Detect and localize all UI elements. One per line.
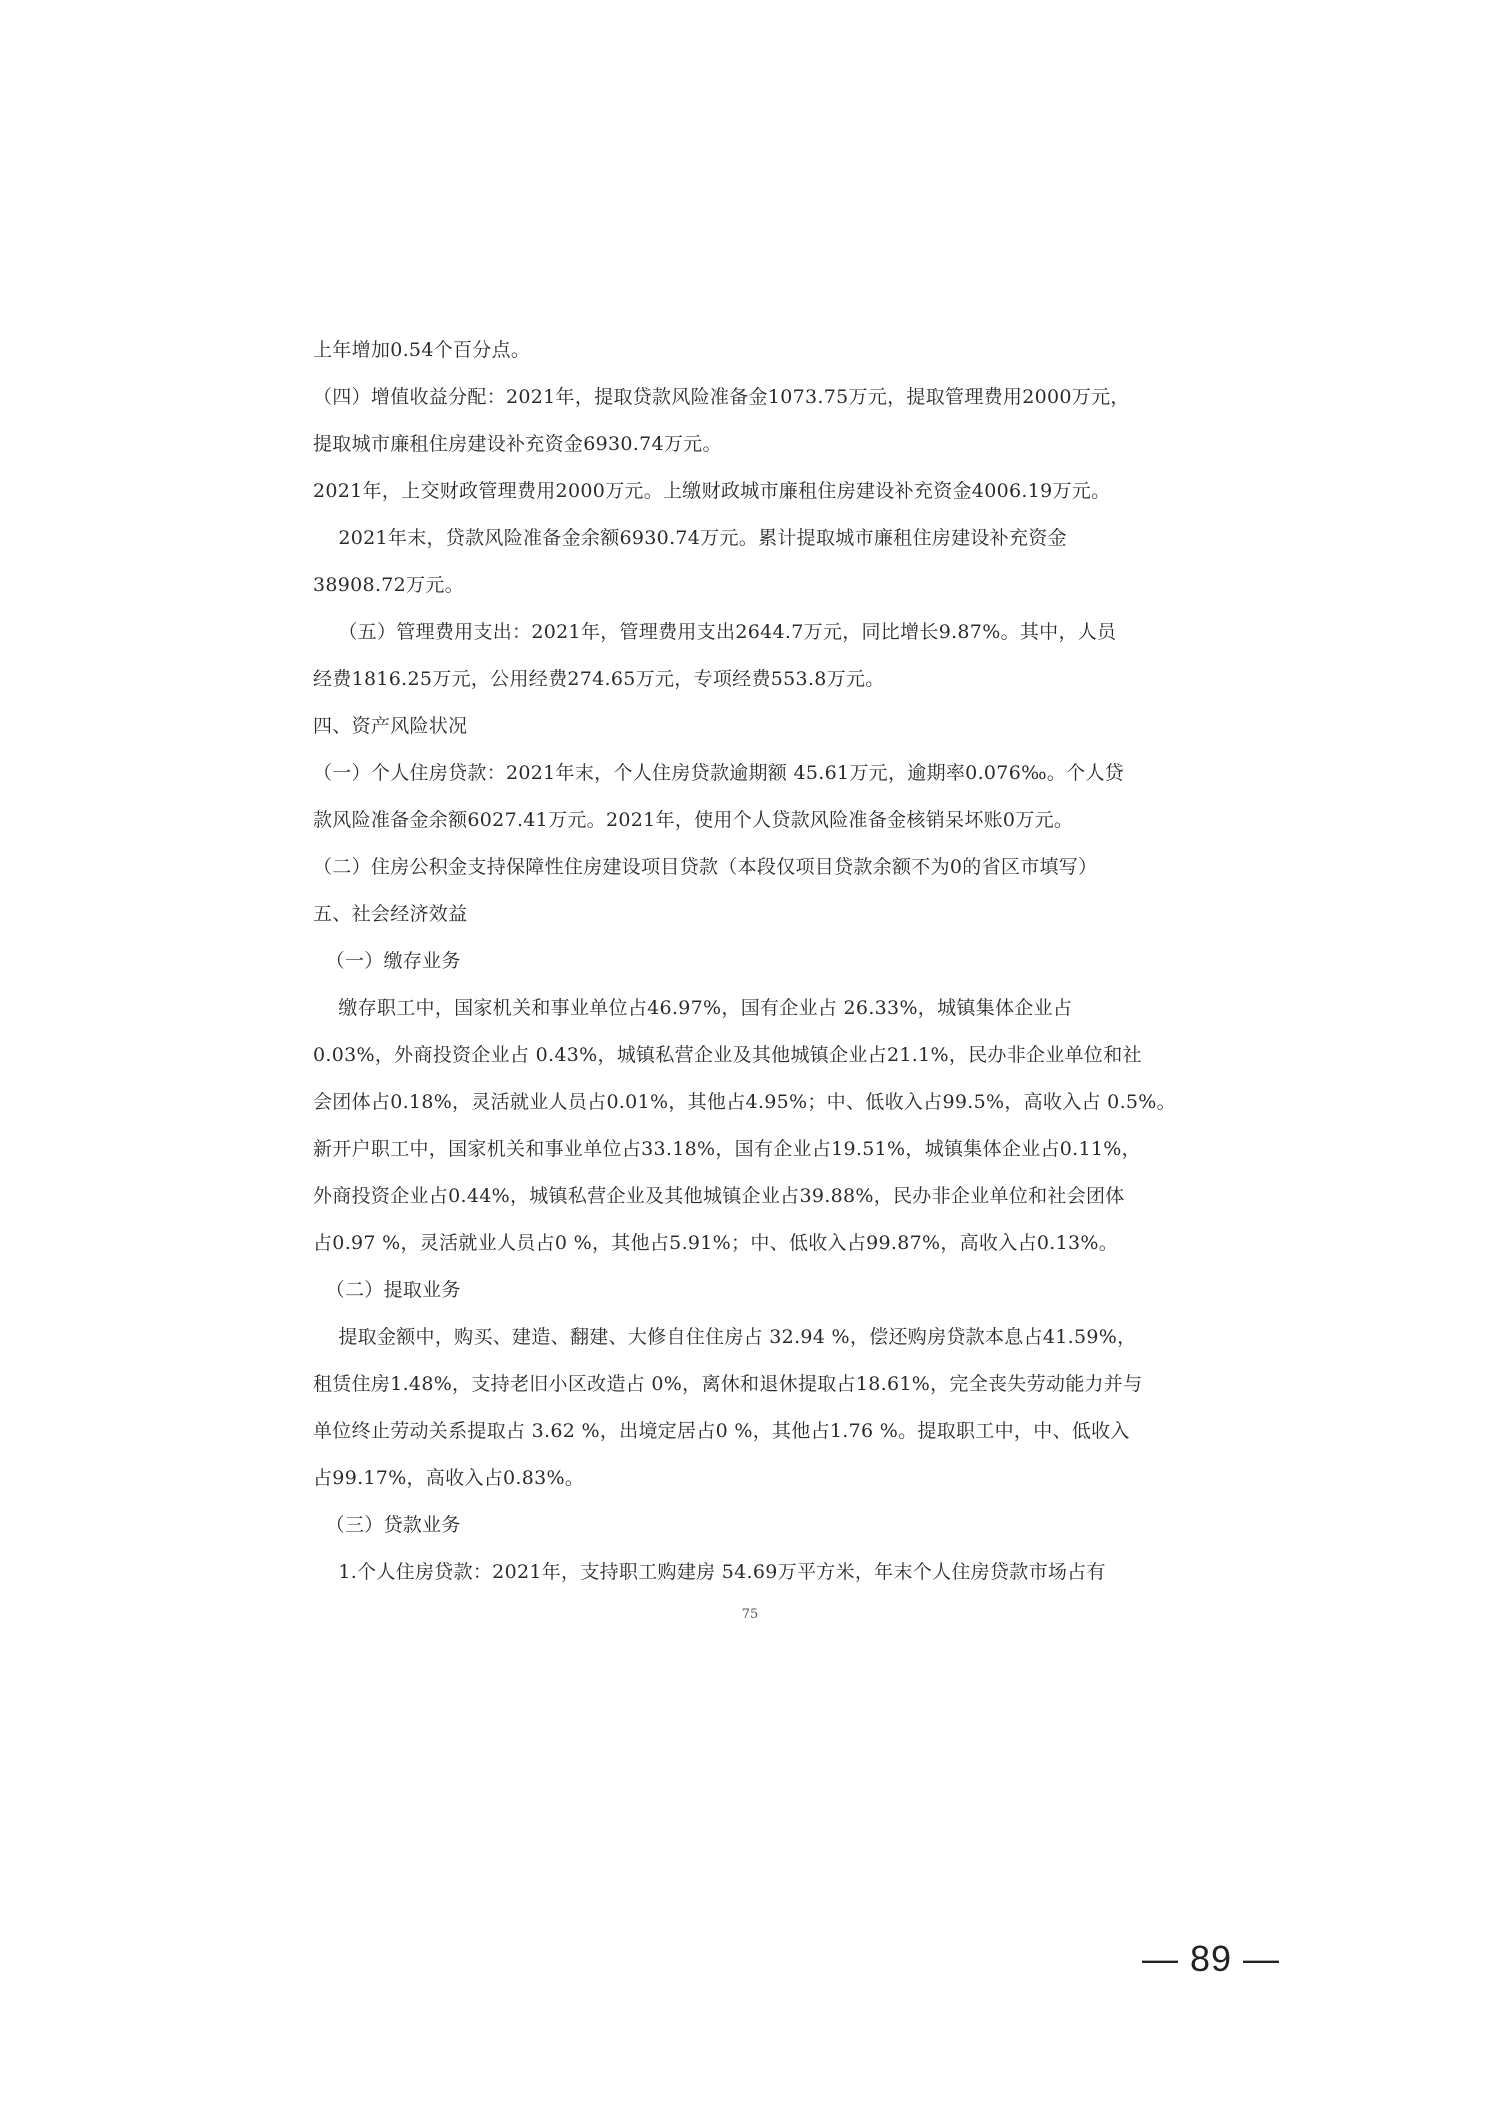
text-line: 2021年，上交财政管理费用2000万元。上缴财政城市廉租住房建设补充资金4006.19万元。 (313, 480, 1111, 502)
text-line: 提取城市廉租住房建设补充资金6930.74万元。 (313, 433, 722, 455)
text-line: 0.03%，外商投资企业占 0.43%，城镇私营企业及其他城镇企业占21.1%，民办非企业单位和社 (313, 1044, 1142, 1066)
text-line: 2021年末，贷款风险准备金余额6930.74万元。累计提取城市廉租住房建设补充资金 (313, 527, 1067, 549)
text-line: 1.个人住房贷款：2021年，支持职工购建房 54.69万平方米，年末个人住房贷款市场占有 (313, 1561, 1106, 1583)
text-line: 38908.72万元。 (313, 574, 464, 596)
text-line: （二）住房公积金支持保障性住房建设项目贷款（本段仅项目贷款余额不为0的省区市填写） (313, 856, 1098, 878)
text-line: 新开户职工中，国家机关和事业单位占33.18%，国有企业占19.51%，城镇集体企业占0.11%， (313, 1138, 1141, 1160)
text-line: 占99.17%，高收入占0.83%。 (313, 1467, 585, 1489)
subsection-heading: （三）贷款业务 (313, 1514, 461, 1536)
text-line: 占0.97 %，灵活就业人员占0 %，其他占5.91%；中、低收入占99.87%，高收入占0.13%。 (313, 1232, 1119, 1254)
text-line: 款风险准备金余额6027.41万元。2021年，使用个人贷款风险准备金核销呆坏账0万元。 (313, 809, 1074, 831)
text-line: 提取金额中，购买、建造、翻建、大修自住住房占 32.94 %，偿还购房贷款本息占41.59%， (313, 1326, 1137, 1348)
text-line: （四）增值收益分配：2021年，提取贷款风险准备金1073.75万元，提取管理费用2000万元， (313, 386, 1130, 408)
text-line: 经费1816.25万元，公用经费274.65万元，专项经费553.8万元。 (313, 668, 885, 690)
text-line: （一）个人住房贷款：2021年末，个人住房贷款逾期额 45.61万元，逾期率0.076‰。个人贷 (313, 762, 1125, 784)
text-line: 缴存职工中，国家机关和事业单位占46.97%，国有企业占 26.33%，城镇集体企业占 (313, 997, 1073, 1019)
subsection-heading: （二）提取业务 (313, 1279, 461, 1301)
text-line: 租赁住房1.48%，支持老旧小区改造占 0%，离休和退休提取占18.61%，完全丧失劳动能力并与 (313, 1373, 1143, 1395)
text-line: 外商投资企业占0.44%，城镇私营企业及其他城镇企业占39.88%，民办非企业单位和社会团体 (313, 1185, 1125, 1207)
outer-page-number: — 89 — (1141, 1938, 1280, 1979)
section-heading: 五、社会经济效益 (313, 903, 468, 925)
text-line: 单位终止劳动关系提取占 3.62 %，出境定居占0 %，其他占1.76 %。提取职工中，中、低收入 (313, 1420, 1130, 1442)
text-line: （五）管理费用支出：2021年，管理费用支出2644.7万元，同比增长9.87%。其中，人员 (313, 621, 1117, 643)
section-heading: 四、资产风险状况 (313, 715, 468, 737)
inner-page-number: 75 (741, 1607, 759, 1622)
text-line: 上年增加0.54个百分点。 (313, 339, 531, 361)
subsection-heading: （一）缴存业务 (313, 950, 461, 972)
text-line: 会团体占0.18%，灵活就业人员占0.01%，其他占4.95%；中、低收入占99.5%，高收入占 0.5%。 (313, 1091, 1176, 1113)
